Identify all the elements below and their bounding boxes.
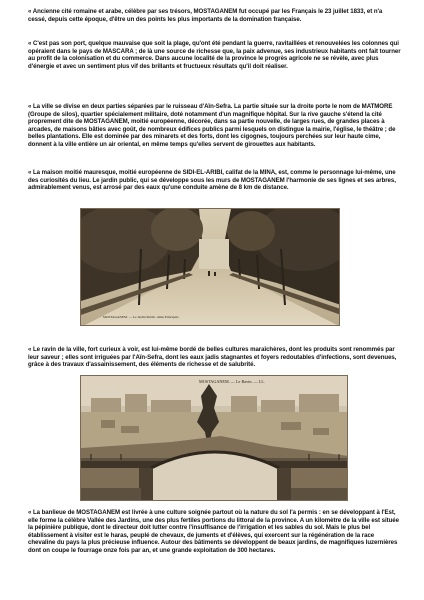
paragraph-4: « La maison moitié mauresque, moitié européenne de SIDI-EL-ARIBI, califat de la MINA, est, comme le personnage lui-même, une des curiosités du lieu. Le jardin public, qui se développe sous les murs de MOSTAGANEM l'harmonie de ses lignes et ses arbres, admirablement venus, est arrosé par des eaux qu'une conduite amène de 8 km de distance. <box>28 169 396 192</box>
garden-photo-caption: MOSTAGANEM. — Le Jardin Public. Allée Principale <box>103 315 179 319</box>
paragraph-1: « Ancienne cité romaine et arabe, célèbre par ses trésors, MOSTAGANEM fut occupé par les Français le 23 juillet 1833, et n'a cessé, depuis cette époque, d'être un des points les plus importants de la domination française. <box>28 8 383 23</box>
ravine-photo-caption: MOSTAGANEM. — Le Ravin. — LL. <box>199 379 265 384</box>
ravine-photo <box>80 375 348 501</box>
paragraph-5: « Le ravin de la ville, fort curieux à voir, est lui-même bordé de belles cultures maraîchères, dont les produits sont renommés par leur saveur ; elles sont irriguées par l'Aïn-Sefra, dont les eaux jadis stagnantes et foyers redoutables d'infections, sont devenues, grâce à des travaux d'assainissement, des éléments de richesse et de salubrité. <box>28 346 397 369</box>
paragraph-2: « C'est pas son port, quelque mauvaise que soit la plage, qu'ont été pendant la guerre, ravitaillées et renouvelées les colonnes qui opéraient dans le pays de MASCARA ; de là une source de richesse que, la paix advenue, ses industrieux habitants ont fait tourner au profit de la colonisation et du commerce. Dans aucune localité de la province le progrès agricole ne se révèle, avec plus d'énergie et avec un sentiment plus vif des brillants et fructueux résultats qu'il doit réaliser. <box>28 40 401 70</box>
paragraph-6: « La banlieue de MOSTAGANEM est livrée à une culture soignée partout où la nature du sol l'a permis : en se développant à l'Est, elle forme la célèbre Vallée des Jardins, une des plus fertiles portions du littoral de la province. A un kilomètre de la ville est située la pépinière publique, dont le directeur doit lutter contre l'insuffisance de l'irrigation et les sables du sol. Mais le plus bel établissement à visiter est le haras, peuplé de chevaux, de juments et d'élèves, qui exercent sur la régénération de la race chevaline du pays la plus précieuse influence. Autour des bâtiments se développent de beaux jardins, de magnifiques luzernières dont on coupe le fourrage onze fois par an, et une grande exploitation de 300 hectares. <box>28 509 399 554</box>
garden-photo <box>80 208 340 326</box>
ravine-photo-image <box>81 376 348 501</box>
paragraph-3: « La ville se divise en deux parties séparées par le ruisseau d'Aïn-Sefra. La partie située sur la droite porte le nom de MATMORE (Groupe de silos), quartier spécialement militaire, doté notamment d'un magnifique hôpital. Sur la rive gauche s'étend la cité proprement dite de MOSTAGANEM, moitié européenne, décorée, dans sa partie nouvelle, de larges rues, de grandes places à arcades, de maisons bâties avec goût, de nombreux édifices publics parmi lesquels on distingue la mairie, l'église, le théâtre ; de belles plantations. Elle est dominée par des minarets et des forts, dont les cigognes, toujours perchées sur leur haute cime, donnent à la ville entière un air oriental, en même temps qu'elles servent de girouettes aux habitants. <box>28 103 396 148</box>
garden-photo-image <box>81 209 340 326</box>
